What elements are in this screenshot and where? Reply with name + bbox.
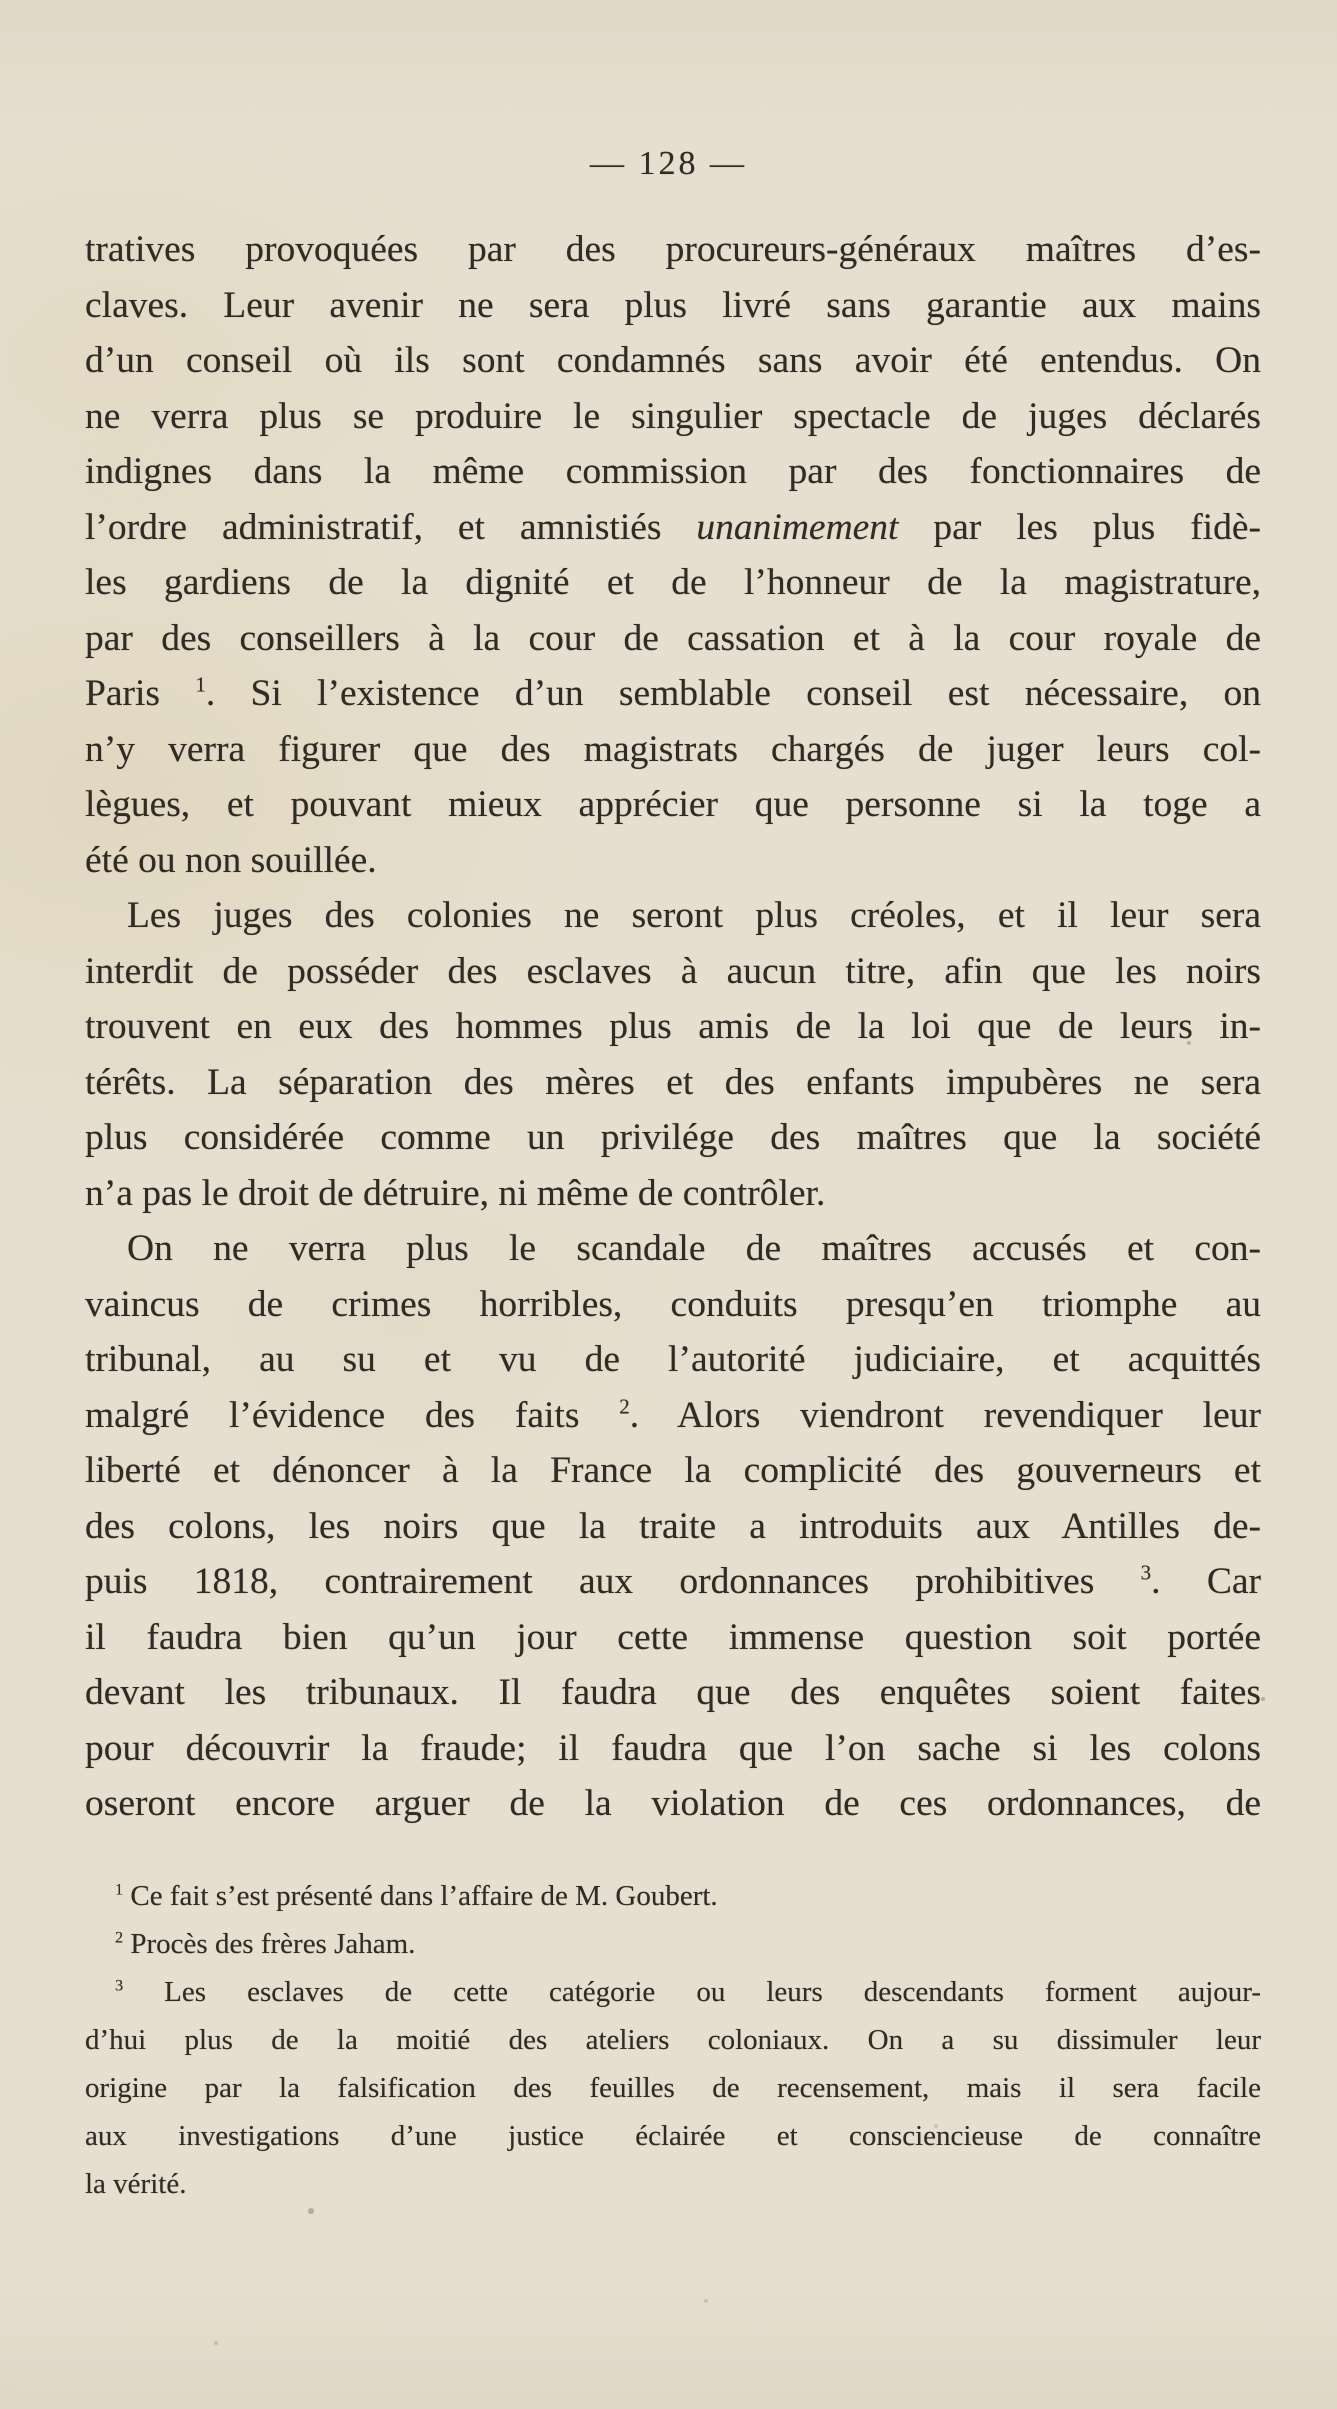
footnote-marker: 1 xyxy=(115,1880,124,1899)
text-segment: Les esclaves de cette catégorie ou leurs descendants forment aujour- xyxy=(123,1976,1261,2008)
text-segment: On ne verra plus le scandale de maîtres accusés et con- xyxy=(127,1228,1261,1269)
text-line xyxy=(85,1920,1261,1968)
text-line xyxy=(85,944,1261,1000)
text-segment: pour découvrir la fraude; il faudra que l’on sache si les colons xyxy=(85,1727,1261,1769)
text-segment: ne verra plus se produire le singulier spectacle de juges déclarés xyxy=(85,395,1261,437)
text-line xyxy=(85,1721,1261,1777)
text-segment: plus considérée comme un privilége des maîtres que la société xyxy=(85,1117,1261,1158)
footnote-marker: 2 xyxy=(619,1394,630,1418)
italic-word: unanimement xyxy=(696,506,899,548)
text-segment: lègues, et pouvant mieux apprécier que personne si la toge a xyxy=(85,784,1261,825)
text-line xyxy=(85,389,1261,445)
text-line xyxy=(85,500,1261,556)
text-segment: claves. Leur avenir ne sera plus livré sans garantie aux mains xyxy=(85,284,1261,326)
text-segment: malgré l’évidence des faits xyxy=(85,1394,620,1436)
text-line xyxy=(85,1776,1261,1832)
text-line xyxy=(85,722,1261,778)
text-segment: Les juges des colonies ne seront plus créoles, et il leur sera xyxy=(127,895,1261,936)
text-segment: il faudra bien qu’un jour cette immense question soit portée xyxy=(85,1616,1261,1658)
text-line xyxy=(85,1332,1261,1388)
text-segment: n’a pas le droit de détruire, ni même de contrôler. xyxy=(85,1172,826,1214)
text-line xyxy=(85,1554,1261,1610)
main-text xyxy=(85,222,1261,1832)
text-line xyxy=(85,278,1261,334)
text-line xyxy=(85,222,1261,278)
text-line xyxy=(85,555,1261,611)
text-segment: tribunal, au su et vu de l’autorité judiciaire, et acquittés xyxy=(85,1339,1261,1380)
text-segment: trouvent en eux des hommes plus amis de la loi que de leurs in- xyxy=(85,1006,1261,1047)
text-segment: d’hui plus de la moitié des ateliers coloniaux. On a su dissimuler leur xyxy=(85,2024,1261,2056)
text-line xyxy=(85,999,1261,1055)
text-segment: . Alors viendront revendiquer leur xyxy=(629,1394,1261,1436)
text-segment: n’y verra figurer que des magistrats chargés de juger leurs col- xyxy=(85,728,1261,770)
text-segment: . Si l’existence d’un semblable conseil est nécessaire, on xyxy=(205,673,1262,714)
footnote-marker: 1 xyxy=(195,672,206,697)
text-line xyxy=(85,888,1261,944)
text-segment: aux investigations d’une justice éclairée et consciencieuse de connaître xyxy=(85,2120,1261,2152)
text-line xyxy=(85,611,1261,667)
text-segment: les gardiens de la dignité et de l’honneur de la magistrature, xyxy=(85,562,1261,603)
text-line xyxy=(85,666,1261,722)
text-segment: par les plus fidè- xyxy=(898,506,1261,548)
text-line xyxy=(85,1055,1261,1111)
text-line xyxy=(85,333,1261,389)
text-line xyxy=(85,1166,1261,1222)
text-segment: origine par la falsification des feuilles de recensement, mais il sera facile xyxy=(85,2072,1261,2104)
text-segment: . Car xyxy=(1151,1561,1261,1602)
text-line xyxy=(85,1665,1261,1721)
footnotes xyxy=(85,1872,1261,2208)
footnote-marker: 3 xyxy=(115,1976,124,1995)
text-segment: Paris xyxy=(85,673,196,714)
text-segment: la vérité. xyxy=(85,2168,187,2200)
text-line xyxy=(85,444,1261,500)
text-segment: l’ordre administratif, et amnistiés xyxy=(85,506,697,548)
page-number: — 128 — xyxy=(590,145,747,182)
text-line xyxy=(85,833,1261,889)
text-segment: puis 1818, contrairement aux ordonnances prohibitives xyxy=(85,1561,1141,1602)
text-line xyxy=(85,2160,1261,2208)
text-line xyxy=(85,1610,1261,1666)
text-segment: indignes dans la même commission par des fonctionnaires de xyxy=(85,451,1261,492)
text-segment: térêts. La séparation des mères et des enfants impubères ne sera xyxy=(85,1061,1261,1103)
text-line xyxy=(85,1221,1261,1277)
text-segment: liberté et dénoncer à la France la complicité des gouverneurs et xyxy=(85,1450,1261,1491)
text-segment: Ce fait s’est présenté dans l’affaire de M. Goubert. xyxy=(123,1880,718,1912)
text-line xyxy=(85,1872,1261,1920)
text-line xyxy=(85,1277,1261,1333)
text-segment: tratives provoquées par des procureurs-généraux maîtres d’es- xyxy=(85,229,1261,270)
text-segment: des colons, les noirs que la traite a introduits aux Antilles de- xyxy=(85,1505,1261,1547)
text-line xyxy=(85,1443,1261,1499)
text-segment: vaincus de crimes horribles, conduits presqu’en triomphe au xyxy=(85,1283,1261,1325)
text-line xyxy=(85,2016,1261,2064)
text-segment: d’un conseil où ils sont condamnés sans avoir été entendus. On xyxy=(85,340,1261,381)
text-line xyxy=(85,2112,1261,2160)
text-line xyxy=(85,777,1261,833)
text-segment: oseront encore arguer de la violation de ces ordonnances, de xyxy=(85,1783,1261,1824)
text-segment: par des conseillers à la cour de cassation et à la cour royale de xyxy=(85,617,1261,659)
text-segment: Procès des frères Jaham. xyxy=(123,1928,416,1960)
text-line xyxy=(85,1968,1261,2016)
text-line xyxy=(85,2064,1261,2112)
text-segment: devant les tribunaux. Il faudra que des enquêtes soient faites xyxy=(85,1672,1261,1713)
text-line xyxy=(85,1110,1261,1166)
text-line xyxy=(85,1499,1261,1555)
text-segment: interdit de posséder des esclaves à aucun titre, afin que les noirs xyxy=(85,950,1261,992)
text-segment: été ou non souillée. xyxy=(85,839,377,881)
text-line xyxy=(85,1388,1261,1444)
footnote-marker: 2 xyxy=(115,1928,124,1947)
footnote-marker: 3 xyxy=(1140,1560,1152,1585)
